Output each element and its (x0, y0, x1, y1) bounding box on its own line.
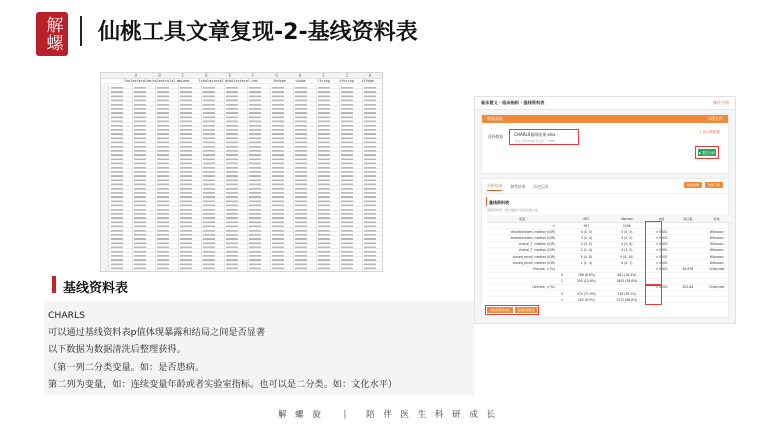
table-cell: 6 (4, 8) (567, 253, 606, 259)
table-cell: < 0.001 (648, 235, 676, 241)
table-cell: Wilcoxon (700, 235, 733, 241)
column-header: Normal (606, 215, 648, 223)
table-cell: 0 (557, 291, 567, 297)
table-cell (675, 297, 700, 303)
table-cell: n (487, 223, 557, 229)
results-panel (481, 178, 729, 318)
header-cell: iffdge (361, 79, 374, 83)
table-cell: 2 (1, 4) (567, 247, 606, 253)
table-cell: < 0.001 (648, 260, 676, 266)
file-upload-box[interactable] (509, 129, 579, 145)
table-cell: 0 (557, 272, 567, 278)
result-download-button[interactable]: 结果下载 (705, 182, 723, 188)
submit-highlight (695, 146, 719, 159)
col-letter: J (345, 73, 349, 78)
table-cell (700, 297, 733, 303)
table-cell: Wilcoxon (700, 241, 733, 247)
table-cell: < 0.001 (648, 284, 676, 290)
col-letter: A (134, 73, 138, 78)
header-cell: tsdwe (295, 79, 306, 83)
title-divider (80, 16, 82, 46)
footer-separator: | (343, 410, 347, 420)
header-cell: fhdsee (273, 79, 286, 83)
table-cell: chanal_T, median (IQR) (487, 241, 557, 247)
table-cell: 3 (2, 4) (567, 235, 606, 241)
submit-label: 提交分析 (702, 151, 716, 155)
cell-values (111, 86, 378, 271)
spreadsheet-header-row (101, 79, 382, 84)
bottom-actions (485, 305, 539, 315)
header-cell: red (251, 79, 258, 83)
result-title: 基线资料表 (486, 197, 724, 206)
footer (0, 408, 776, 420)
page-title: 仙桃工具文章复现-2-基线资料表 (98, 20, 418, 45)
header-cell: dcholesterol (224, 79, 251, 83)
header-cell: lholesterolem (123, 79, 152, 83)
upload-area (482, 123, 728, 173)
table-cell: 44.876 (675, 266, 700, 272)
save-result-button[interactable]: 保存结果到本地 (487, 307, 513, 313)
result-note: 基线资料表 · 统计描述方法及检验方法 (487, 208, 538, 212)
uploaded-file-name: CHARLS基线结果.xlsx (514, 132, 556, 137)
table-cell: sholesterolem, median (IQR) (487, 235, 557, 241)
spreadsheet-screenshot (100, 72, 383, 272)
table-cell: 295 (13.6%) (567, 278, 606, 284)
col-letter: E (228, 73, 232, 78)
table-cell: Wilcoxon (700, 253, 733, 259)
table-cell: 1 (557, 278, 567, 284)
column-header: 统计量 (675, 215, 700, 223)
footer-brand: 解 螺 旋 (277, 410, 324, 420)
description-line: 第二列为变量，如：连续变量年龄或者实验室指标。也可以是二分类。如：文化水平） (48, 378, 398, 390)
footer-slogan: 陪 伴 医 生 科 研 成 长 (366, 410, 499, 420)
upload-label: 选择数据 (488, 134, 504, 139)
col-letter: D (205, 73, 208, 78)
data-input-card (481, 114, 729, 174)
table-cell: < 0.001 (648, 229, 676, 235)
app-topbar (475, 97, 735, 110)
play-icon: ▶ (698, 150, 702, 155)
section-accent-bar (52, 276, 56, 293)
tab-results[interactable]: 分析结果 (487, 183, 502, 191)
header-cell: lfcrog (317, 79, 330, 83)
card-header (482, 115, 728, 123)
table-cell: Chisq test (700, 284, 733, 290)
upload-hint: 支持上传xlsx格式文件（<5M） (514, 139, 558, 143)
table-cell: Wilcoxon (700, 229, 733, 235)
view-report-button[interactable]: 查看结果报告 (515, 307, 538, 313)
header-cell: holestrolal (152, 79, 176, 83)
table-cell: < 0.001 (648, 253, 676, 259)
table-cell: 165 (8.9%) (567, 297, 606, 303)
table-cell: 5 (4, 6) (606, 241, 648, 247)
table-cell: 788 (8.8%) (567, 272, 606, 278)
result-explain-button[interactable]: 结果说明 (684, 182, 702, 188)
table-cell: cholesterolem, median (IQR) (487, 229, 557, 235)
table-cell: Wilcoxon (700, 260, 733, 266)
table-cell: closed_recall, median (IQR) (487, 260, 557, 266)
col-letter: H (298, 73, 302, 78)
table-cell: 202.84 (675, 284, 700, 290)
table-cell: 4 (3, 5) (606, 247, 648, 253)
description-line: CHARLS (48, 310, 85, 321)
table-cell: 4 (3, 5) (567, 241, 606, 247)
spreadsheet-data-rows (101, 85, 382, 271)
column-header: MCI (567, 215, 606, 223)
tab-reference[interactable]: 参考结果 (510, 184, 526, 189)
logo: 解螺 (36, 12, 68, 56)
help-link[interactable]: 操作手册 (713, 100, 729, 105)
table-cell: 726 (38.1%) (606, 291, 648, 297)
table-cell: 6 (4, 7) (606, 260, 648, 266)
table-cell: < 0.001 (648, 241, 676, 247)
table-body (487, 223, 733, 303)
submit-button[interactable] (698, 149, 716, 156)
p-value-highlight (645, 221, 662, 285)
table-cell: < 0.001 (648, 247, 676, 253)
result-actions (684, 182, 723, 188)
baseline-table (487, 215, 733, 303)
table-cell: 5 (4, 5) (606, 229, 648, 235)
card-header-title: 数据获取 (487, 116, 503, 121)
col-letter: G (275, 73, 278, 78)
table-cell: 997 (567, 223, 606, 229)
table-cell: 9 (8, 10) (606, 253, 648, 259)
description-box (44, 301, 474, 395)
example-data-link[interactable]: 上传示例数据 (699, 130, 720, 134)
table-cell: Wilcoxon (700, 247, 733, 253)
description-line: 以下数据为数据清洗后整理获得。 (48, 344, 186, 356)
column-header: 检验 (700, 215, 733, 223)
baseline-tool-screenshot (474, 96, 736, 324)
table-cell: 1643 (38.6%) (606, 278, 648, 284)
table-cell: 4 (3, 5) (567, 229, 606, 235)
table-cell (487, 297, 557, 303)
table-cell: Chisq test (700, 266, 733, 272)
description-line: 可以通过基线资料表p值体现暴露和结局之间是否显著 (48, 327, 266, 339)
col-letter: C (181, 73, 185, 78)
table-header-row (487, 215, 733, 223)
table-cell: chanal_T, median (IQR) (487, 247, 557, 253)
table-cell: 374 (71.9%) (567, 291, 606, 297)
description-line: （第一列二分类变量。如：是否患病。 (48, 361, 205, 373)
table-cell: 1572 (68.8%) (606, 297, 648, 303)
header-cell: ifvcrog (339, 79, 354, 83)
sample-file-link[interactable]: 示例文件 (707, 116, 723, 121)
table-cell: closed_recall, median (IQR) (487, 253, 557, 259)
col-letter: K (369, 73, 372, 78)
table-cell: 1 (557, 297, 567, 303)
header-cell: lcholesterol (198, 79, 224, 83)
row-number-column (101, 85, 109, 271)
table-cell: 481 (18.3%) (606, 272, 648, 278)
table-row (487, 297, 733, 303)
table-cell: < 0.001 (648, 266, 676, 272)
column-header: 变量 (487, 215, 557, 223)
tab-history[interactable]: 历史记录 (533, 184, 549, 189)
table-cell: rfvdrare, n (%) (487, 284, 557, 290)
header-cell: amined (176, 79, 190, 83)
col-letter: B (158, 73, 161, 78)
table-cell: rfvicare, n (%) (487, 266, 557, 272)
column-header: p值 (648, 215, 676, 223)
col-letter: I (322, 73, 325, 78)
breadcrumb: 临床意义 · 临床指标 · 基线资料表 (481, 100, 545, 105)
section-title: 基线资料表 (63, 281, 129, 296)
col-letter: F (252, 73, 255, 78)
table-cell: 2296 (606, 223, 648, 229)
table-cell: 2 (1, 4) (567, 260, 606, 266)
table-cell: 4 (4, 5) (606, 235, 648, 241)
p-value-highlight-2 (645, 285, 662, 305)
